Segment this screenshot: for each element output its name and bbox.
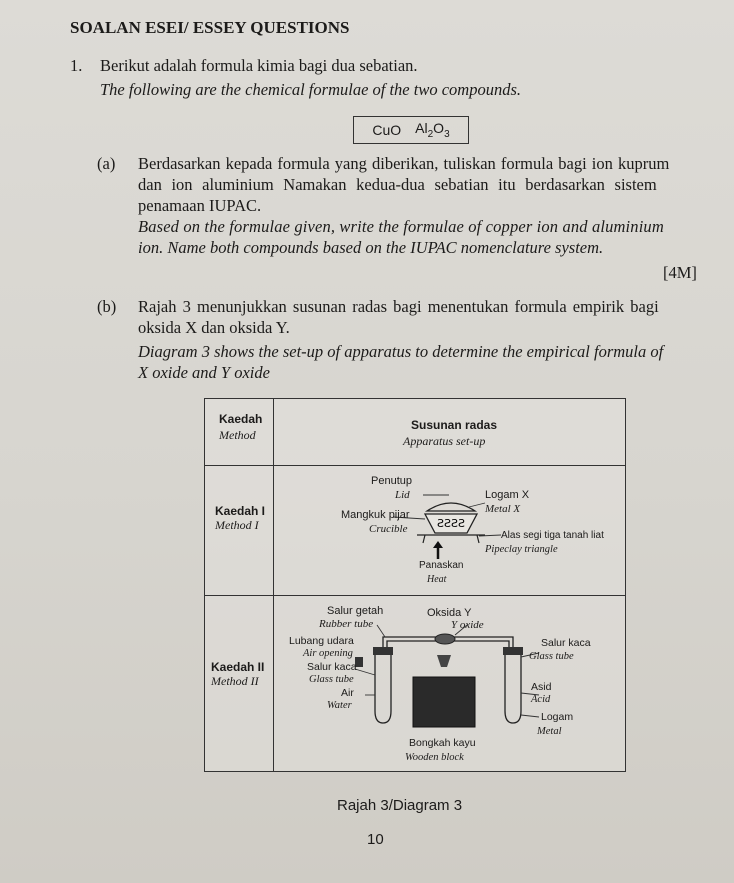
acid-label-en: Acid <box>531 694 551 705</box>
lid-label-ms: Penutup <box>371 475 412 487</box>
glass-tube-left-label-ms: Salur kaca <box>307 661 357 673</box>
glass-tube-right-label-en: Glass tube <box>529 651 574 662</box>
question-intro-ms: Berikut adalah formula kimia bagi dua sebatian. <box>100 56 418 75</box>
header-method-ms: Kaedah <box>219 412 263 426</box>
part-b-line1-en: Diagram 3 shows the set-up of apparatus to determine the empirical formula of <box>138 342 664 361</box>
water-tube <box>375 653 391 723</box>
oxide-y-label-ms: Oksida Y <box>427 607 472 619</box>
header-method-en: Method <box>219 428 256 442</box>
formula-al2o3: $Al_2O_3$ <box>415 120 450 140</box>
wooden-block <box>413 677 475 727</box>
air-opening-label-en: Air opening <box>303 648 353 659</box>
acid-label-ms: Asid <box>531 681 552 693</box>
wooden-block-label-en: Wooden block <box>405 752 464 763</box>
metal-coil: ƧƧƧƧ <box>437 517 465 530</box>
left-stopper <box>373 647 393 655</box>
part-b-line2-en: X oxide and Y oxide <box>138 363 270 382</box>
part-a-line2: dan ion aluminium Namakan kedua-dua sebatian itu berdasarkan sistem <box>138 175 657 194</box>
metal-x-label-ms: Logam X <box>485 489 530 501</box>
crucible-label-en: Crucible <box>369 523 408 535</box>
apparatus-diagram-table <box>204 398 626 772</box>
rubber-tube-label-en: Rubber tube <box>319 618 374 630</box>
heat-label-en: Heat <box>427 574 447 585</box>
part-b-label: (b) <box>97 297 117 316</box>
metal-x-label-en: Metal X <box>485 503 521 515</box>
triangle-label-ms: Alas segi tiga tanah liat <box>501 530 604 541</box>
lid-label-en: Lid <box>395 489 410 501</box>
heat-label-ms: Panaskan <box>419 560 464 571</box>
metal-label-ms: Logam <box>541 711 574 723</box>
water-label-ms: Air <box>341 687 354 699</box>
method1-ms: Kaedah I <box>215 504 266 518</box>
method2-ms: Kaedah II <box>211 660 265 674</box>
method2-en: Method II <box>211 674 259 688</box>
rubber-tube-label-ms: Salur getah <box>327 605 384 617</box>
part-b-line1: Rajah 3 menunjukkan susunan radas bagi menentukan formula empirik bagi <box>138 297 659 316</box>
section-title: SOALAN ESEI/ ESSEY QUESTIONS <box>70 18 350 37</box>
header-setup-en: Apparatus set-up <box>403 434 486 448</box>
triangle-label-en: Pipeclay triangle <box>485 544 558 555</box>
crucible-label-ms: Mangkuk pijar <box>341 509 410 521</box>
part-a-line1-en: Based on the formulae given, write the formulae of copper ion and aluminium <box>138 217 664 236</box>
glass-tube-right-label-ms: Salur kaca <box>541 637 591 649</box>
part-a-line1: Berdasarkan kepada formula yang diberikan, tuliskan formula bagi ion kuprum <box>138 154 670 173</box>
page-number: 10 <box>367 831 384 848</box>
question-number: 1. <box>70 56 83 75</box>
diagram-caption: Rajah 3/Diagram 3 <box>337 797 463 814</box>
right-stopper <box>503 647 523 655</box>
part-a-line3: penamaan IUPAC. <box>138 196 262 215</box>
oxide-y-label-en: Y oxide <box>451 619 484 631</box>
metal-label-en: Metal <box>537 726 562 737</box>
glass-tube-left-label-en: Glass tube <box>309 674 354 685</box>
part-a-marks: [4M] <box>663 263 697 282</box>
air-opening-label-ms: Lubang udara <box>289 635 354 647</box>
formula-box <box>353 116 469 144</box>
water-label-en: Water <box>327 700 352 711</box>
acid-tube <box>505 653 521 723</box>
part-b-line2: oksida X dan oksida Y. <box>138 318 290 337</box>
method1-en: Method I <box>215 518 259 532</box>
question-intro-en: The following are the chemical formulae of the two compounds. <box>100 80 522 99</box>
part-a-line2-en: ion. Name both compounds based on the IUPAC nomenclature system. <box>138 238 604 257</box>
wooden-block-label-ms: Bongkah kayu <box>409 737 476 749</box>
part-a-label: (a) <box>97 154 116 173</box>
formula-cuo: CuO <box>372 122 402 138</box>
header-setup-ms: Susunan radas <box>411 418 498 432</box>
